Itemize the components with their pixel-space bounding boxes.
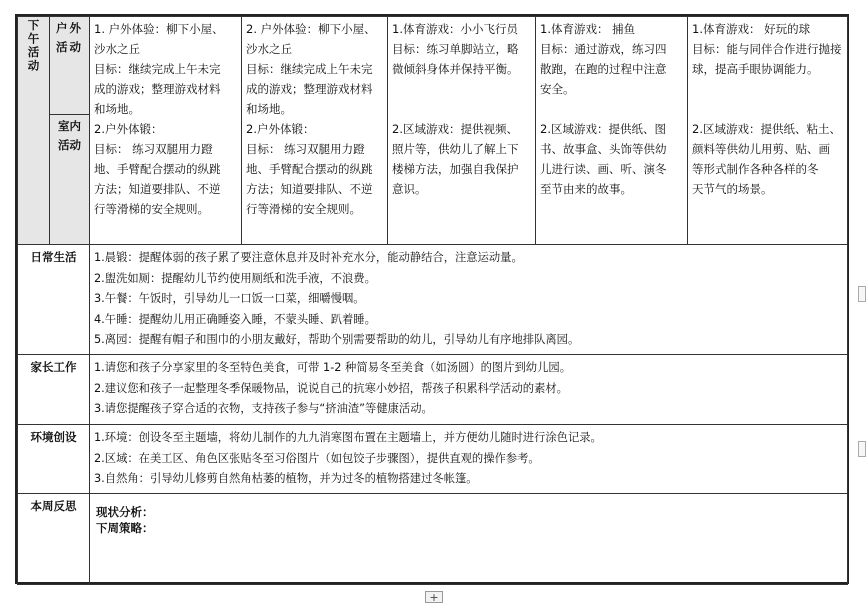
day3-line: 2.区域游戏：提供视频、 (392, 122, 518, 136)
day5-line: 2.区域游戏：提供纸、粘土、 (692, 122, 841, 136)
day2-line: 目标：继续完成上午未完 (246, 62, 373, 76)
indoor-label-cell (50, 115, 90, 245)
day2-line: 行等滑梯的安全规则。 (246, 202, 361, 216)
day4-line: 散跑，在跑的过程中注意 (540, 62, 667, 76)
daily-life-line: 4.午睡：提醒幼儿用正确睡姿入睡，不蒙头睡、趴着睡。 (94, 312, 376, 326)
day1-line: 和场地。 (94, 102, 140, 116)
afternoon-day-5 (688, 17, 848, 245)
reflection-label: 本周反思 (30, 498, 77, 513)
day3-gap (392, 99, 531, 119)
day2-line: 2. 户外体验：柳下小屋、 (246, 22, 376, 36)
day1-line: 目标：继续完成上午未完 (94, 62, 221, 76)
day5-gap (692, 99, 843, 119)
parents-label: 家长工作 (30, 360, 77, 374)
afternoon-day-3 (388, 17, 536, 245)
day4-line: 书、故事盒、头饰等供幼 (540, 142, 667, 156)
side-scroll-marker[interactable] (858, 441, 866, 457)
afternoon-label: 下午活动 (26, 19, 41, 73)
day5-line: 等形式制作各种各样的冬 (692, 162, 819, 176)
afternoon-day-4 (536, 17, 688, 245)
afternoon-outdoor-row (18, 17, 848, 115)
environment-label-cell (18, 425, 90, 494)
daily-life-line: 5.离园：提醒有帽子和围巾的小朋友戴好，帮助个别需要帮助的幼儿，引导幼儿有序地排队离园。 (94, 333, 580, 346)
day3-gap (392, 79, 531, 99)
daily-life-label-cell (18, 245, 90, 355)
day4-line: 儿进行读、画、听、演冬 (540, 162, 667, 176)
next-week-strategy-label: 下周策略： (96, 520, 154, 535)
day2-line: 2.户外体锻： (246, 122, 315, 136)
day2-line: 方法；知道要排队、不逆 (246, 182, 373, 196)
day3-line: 微倾斜身体并保持平衡。 (392, 62, 519, 76)
parents-line: 2.建议您和孩子一起整理冬季保暖物品，说说自己的抗寒小妙招，帮孩子积累科学活动的素材。 (94, 381, 568, 395)
environment-content (90, 425, 848, 494)
daily-life-label: 日常生活 (30, 250, 77, 264)
day1-line: 目标： 练习双腿用力蹬 (94, 142, 213, 156)
parents-label-cell (18, 355, 90, 425)
day3-line: 照片等，供幼儿了解上下 (392, 142, 519, 156)
parents-row (18, 355, 848, 425)
environment-line: 3.自然角：引导幼儿修剪自然角枯萎的植物，并为过冬的植物搭建过冬帐篷。 (94, 472, 478, 485)
day3-line: 意识。 (392, 182, 427, 196)
day5-line: 颜料等供幼儿用剪、贴、画 (692, 142, 830, 156)
day4-line: 2.区域游戏：提供纸、图 (540, 122, 666, 136)
environment-line: 1.环境：创设冬至主题墙，将幼儿制作的九九消寒图布置在主题墙上，并方便幼儿随时进行涂色记录。 (94, 431, 602, 444)
day1-line: 2.户外体锻： (94, 122, 163, 136)
daily-life-row (18, 245, 848, 355)
day4-gap (540, 99, 683, 119)
day4-line: 1.体育游戏： 捕鱼 (540, 22, 636, 36)
add-row-button[interactable]: + (425, 591, 443, 603)
status-analysis-label: 现状分析： (96, 504, 154, 519)
reflection-row (18, 493, 848, 584)
daily-life-line: 3.午餐：午饭时，引导幼儿一口饭一口菜，细嚼慢咽。 (94, 292, 365, 305)
day5-gap (692, 79, 843, 99)
day5-line: 目标：能与同伴合作进行抛接 (692, 42, 842, 56)
day4-line: 至节由来的故事。 (540, 182, 632, 196)
weekly-plan-table (17, 16, 848, 585)
parents-line: 1.请您和孩子分享家里的冬至特色美食，可带 1-2 种简易冬至美食（如汤圆）的图片到幼儿园。 (94, 361, 571, 374)
day5-line: 球，提高手眼协调能力。 (692, 62, 819, 76)
afternoon-day-2 (242, 17, 388, 245)
daily-life-line: 1.晨锻：提醒体弱的孩子累了要注意休息并及时补充水分，能动静结合，注意运动量。 (94, 251, 523, 264)
day2-line: 目标： 练习双腿用力蹬 (246, 142, 365, 156)
afternoon-label-cell (18, 17, 50, 245)
indoor-label: 室内活动 (58, 119, 81, 152)
day1-line: 行等滑梯的安全规则。 (94, 202, 209, 216)
afternoon-day-1 (90, 17, 242, 245)
lesson-plan-page (15, 14, 849, 584)
environment-row (18, 425, 848, 494)
day1-line: 成的游戏；整理游戏材料 (94, 82, 221, 96)
day3-line: 目标：练习单脚站立，略 (392, 42, 519, 56)
daily-life-line: 2.盥洗如厕：提醒幼儿节约使用厕纸和洗手液，不浪费。 (94, 271, 376, 285)
day4-line: 目标：通过游戏，练习四 (540, 42, 667, 56)
day1-line: 1. 户外体验：柳下小屋、 (94, 22, 224, 36)
day2-line: 成的游戏；整理游戏材料 (246, 82, 373, 96)
day2-line: 和场地。 (246, 102, 292, 116)
environment-label: 环境创设 (30, 430, 77, 444)
day3-line: 1.体育游戏：小小飞行员 (392, 22, 518, 36)
side-scroll-marker[interactable] (858, 286, 866, 302)
environment-line: 2.区域：在美工区、角色区张贴冬至习俗图片（如包饺子步骤图），提供直观的操作参考。 (94, 451, 540, 465)
day2-line: 地、手臂配合摆动的纵跳 (246, 162, 373, 176)
day4-line: 安全。 (540, 82, 575, 96)
day2-line: 沙水之丘 (246, 42, 292, 56)
day3-line: 楼梯方法，加强自我保护 (392, 162, 519, 176)
outdoor-label: 户外活动 (56, 21, 83, 54)
day5-line: 1.体育游戏： 好玩的球 (692, 22, 811, 36)
day1-line: 沙水之丘 (94, 42, 140, 56)
day1-line: 方法；知道要排队、不逆 (94, 182, 221, 196)
daily-life-content (90, 245, 848, 355)
parents-line: 3.请您提醒孩子穿合适的衣物，支持孩子参与“挤油渣”等健康活动。 (94, 402, 433, 415)
reflection-content[interactable] (90, 493, 848, 584)
parents-content (90, 355, 848, 425)
day1-line: 地、手臂配合摆动的纵跳 (94, 162, 221, 176)
day5-line: 天节气的场景。 (692, 182, 773, 196)
reflection-label-cell (18, 493, 90, 584)
outdoor-label-cell (50, 17, 90, 115)
